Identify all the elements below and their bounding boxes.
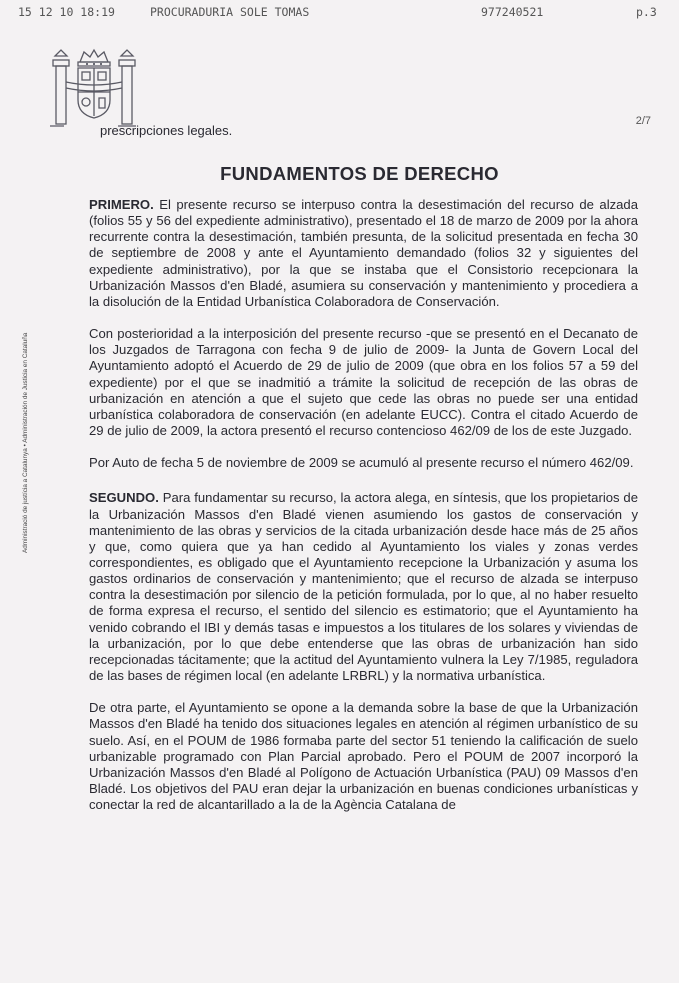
body-text	[89, 197, 638, 829]
page-count: 2/7	[635, 115, 651, 127]
paragraph	[89, 326, 638, 439]
paragraph-text: Por Auto de fecha 5 de noviembre de 2009 se acumuló al presente recurso el número 462/09.	[89, 455, 634, 471]
paragraph-primero	[89, 197, 638, 310]
paragraph-text: Con posterioridad a la interposición del presente recurso -que se presentó en el Decanato de los Juzgados de Tarragona con fecha 9 de julio de 2009- la Junta de Govern Local del Ayuntamiento adoptó el Acuerdo de 29 de julio de 2009 (que obra en los folios 57 a 59 del expediente) por el que se inadmitió a trámite la solicitud de recepción de las obras de urbanización en atención a que el sujeto que cede las obras no puede ser una entidad urbanística colaboradora de conservación (en adelante EUCC). Contra el citado Acuerdo de 29 de julio de 2009, la actora presentó el recurso contencioso 462/09 de los de este Juzgado.	[89, 326, 638, 439]
fax-datetime: 15 12 10 18:19	[18, 5, 115, 19]
paragraph	[89, 455, 638, 471]
side-note: Administració de justícia a Catalunya • Administración de Justicia en Cataluña	[22, 332, 29, 553]
paragraph	[89, 700, 638, 813]
paragraph-lead: PRIMERO.	[89, 197, 154, 212]
paragraph-lead: SEGUNDO.	[89, 490, 159, 506]
carryover-text: prescripciones legales.	[100, 123, 233, 138]
paragraph-segundo	[89, 490, 638, 684]
section-heading: FUNDAMENTOS DE DERECHO	[220, 163, 499, 184]
coat-of-arms-icon	[50, 48, 138, 134]
fax-sender: PROCURADURIA SOLE TOMAS	[150, 5, 310, 19]
fax-page: p.3	[636, 5, 657, 19]
fax-header	[18, 5, 658, 21]
paragraph-text: El presente recurso se interpuso contra la desestimación del recurso de alzada (folios 55 y 56 del expediente administrativo), presentado el 18 de marzo de 2009 por la ahora recurrente contra la desestimación, también presunta, de la solicitud presentada en fecha 30 de septiembre de 2008 y ante el Ayuntamiento demandado (folios 32 y siguientes del expediente administrativo), por la que se instaba que el Consistorio recepcionara la Urbanización Massos d'en Bladé, asumiera su conservación y mantenimiento y procediera a la disolución de la Entidad Urbanística Colaboradora de Conservación.	[89, 197, 638, 309]
fax-number: 977240521	[481, 5, 544, 19]
paragraph-text: De otra parte, el Ayuntamiento se opone a la demanda sobre la base de que la Urbanización Massos d'en Bladé ha tenido dos situaciones legales en atención al régimen urbanístico de su suelo. Así, en el POUM de 1986 formaba parte del sector 51 teniendo la calificación de suelo urbanizable programado con Plan Parcial aprobado. Pero el POUM de 2007 incorporó la Urbanización Massos d'en Bladé al Polígono de Actuación Urbanística (PAU) 09 Massos d'en Bladé. Los objetivos del PAU eran dejar la urbanización en buenas condiciones urbanísticas y conectar la red de alcantarillado a la de la Agència Catalana de	[89, 700, 638, 813]
paragraph-text: Para fundamentar su recurso, la actora alega, en síntesis, que los propietarios de la Urbanización Massos d'en Bladé vienen asumiendo los gastos de conservación y mantenimiento de las obras y servicios de la citada urbanización desde hace más de 25 años y que, como quiera que ya han cedido al Ayuntamiento los viales y zonas verdes correspondientes, es obligado que el Ayuntamiento recepcione la Urbanización y asuma los gastos ordinarios de conservación y mantenimiento; que el recurso de alzada se interpuso contra la desestimación por silencio de la petición formulada, por lo que, al no haber resuelto de forma expresa el recurso, el sentido del silencio es estimatorio; que el Ayuntamiento ha venido cobrando el IBI y demás tasas e impuestos a los titulares de los solares y viviendas de la urbanización, por lo que debe entenderse que las obras de urbanización han sido recepcionadas tácitamente; que la actitud del Ayuntamiento vulnera la Ley 7/1985, reguladora de las bases de régimen local (en adelante LRBRL) y la normativa urbanística.	[89, 490, 638, 684]
